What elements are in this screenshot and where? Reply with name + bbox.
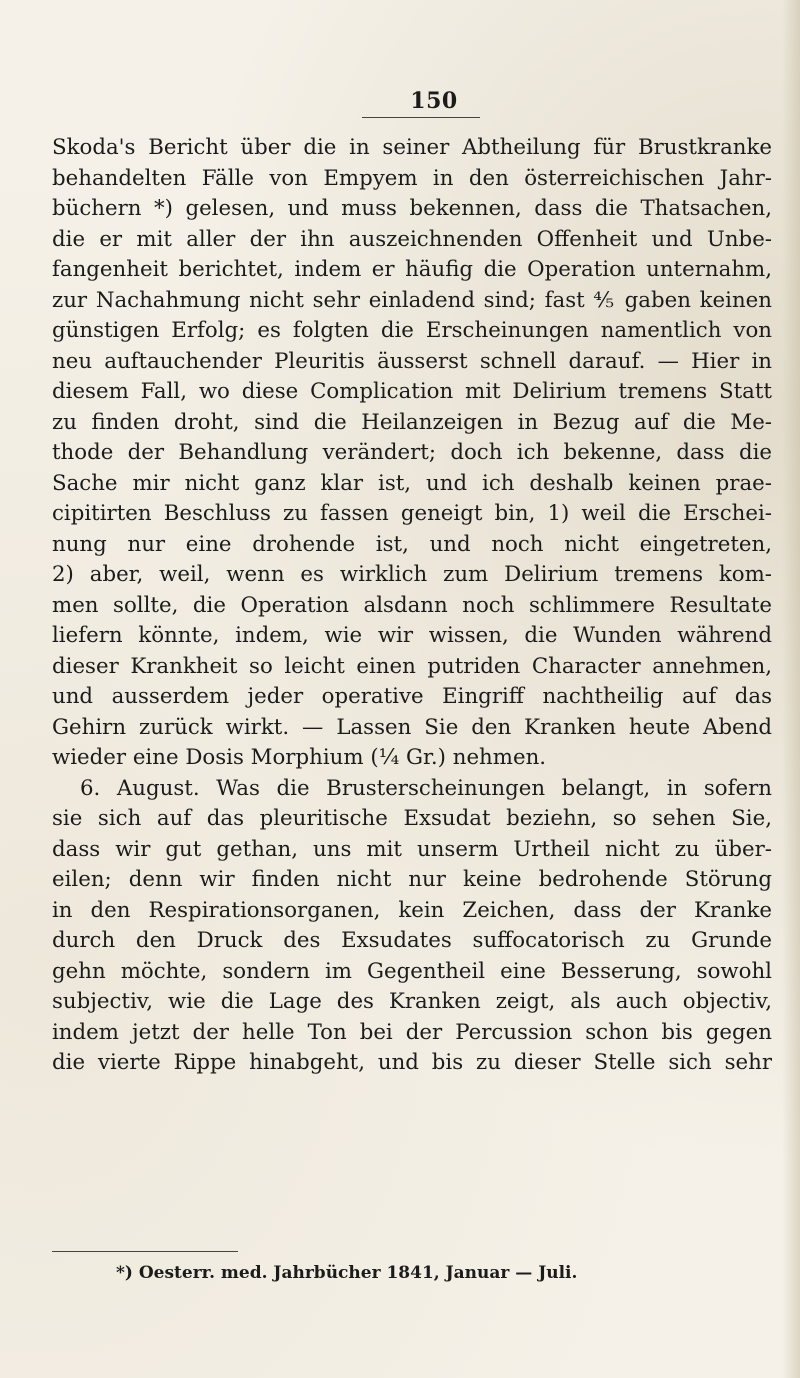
text-line: sie sich auf das pleuritische Exsudat beziehn, so sehen Sie,: [52, 806, 772, 831]
text-line: die vierte Rippe hinabgeht, und bis zu dieser Stelle sich sehr: [52, 1050, 772, 1075]
text-line: büchern *) gelesen, und muss bekennen, dass die Thatsachen,: [52, 196, 772, 221]
text-line: fangenheit berichtet, indem er häufig die Operation unternahm,: [52, 257, 772, 282]
text-line: eilen; denn wir finden nicht nur keine bedrohende Störung: [52, 867, 772, 892]
text-line: nung nur eine drohende ist, und noch nicht eingetreten,: [52, 531, 772, 557]
text-line: neu auftauchender Pleuritis äusserst schnell darauf. — Hier in: [52, 348, 772, 374]
text-line: liefern könnte, indem, wie wir wissen, die Wunden während: [52, 623, 772, 648]
text-line: dieser Krankheit so leicht einen putriden Character annehmen,: [52, 653, 772, 679]
footnote: *) Oesterr. med. Jahrbücher 1841, Januar — Juli.: [116, 1263, 578, 1283]
text-line: thode der Behandlung verändert; doch ich bekenne, dass die: [52, 440, 772, 465]
text-line: Sache mir nicht ganz klar ist, und ich deshalb keinen prae-: [52, 470, 772, 496]
text-line: und ausserdem jeder operative Eingriff nachtheilig auf das: [52, 684, 772, 709]
text-line: subjectiv, wie die Lage des Kranken zeigt, als auch objectiv,: [52, 989, 772, 1014]
footnote-rule: [52, 1251, 238, 1252]
text-line: günstigen Erfolg; es folgten die Erscheinungen namentlich von: [52, 318, 772, 343]
text-line: dass wir gut gethan, uns mit unserm Urtheil nicht zu über-: [52, 836, 772, 862]
header-rule: [362, 117, 480, 118]
text-line: gehn möchte, sondern im Gegentheil eine Besserung, sowohl: [52, 958, 772, 984]
text-line: zu finden droht, sind die Heilanzeigen in Bezug auf die Me-: [52, 409, 772, 435]
text-line: 2) aber, weil, wenn es wirklich zum Delirium tremens kom-: [52, 562, 772, 587]
body-text: [52, 133, 772, 1079]
text-line: durch den Druck des Exsudates suffocatorisch zu Grunde: [52, 928, 772, 953]
text-line: diesem Fall, wo diese Complication mit Delirium tremens Statt: [52, 379, 772, 404]
text-line: wieder eine Dosis Morphium (¼ Gr.) nehmen.: [52, 745, 547, 770]
text-line: Skoda's Bericht über die in seiner Abtheilung für Brustkranke: [52, 135, 772, 160]
page-edge-shadow: [782, 0, 800, 1378]
page-number: 150: [410, 88, 458, 114]
text-line: behandelten Fälle von Empyem in den österreichischen Jahr-: [52, 165, 772, 191]
text-line: 6. August. Was die Brusterscheinungen belangt, in sofern: [80, 775, 772, 801]
text-line: in den Respirationsorganen, kein Zeichen, dass der Kranke: [52, 897, 772, 923]
text-line: cipitirten Beschluss zu fassen geneigt bin, 1) weil die Erschei-: [52, 501, 772, 526]
text-line: zur Nachahmung nicht sehr einladend sind; fast ⅘ gaben keinen: [52, 287, 772, 313]
text-line: die er mit aller der ihn auszeichnenden Offenheit und Unbe-: [52, 226, 772, 252]
text-line: indem jetzt der helle Ton bei der Percussion schon bis gegen: [52, 1019, 772, 1045]
text-line: Gehirn zurück wirkt. — Lassen Sie den Kranken heute Abend: [52, 714, 772, 740]
text-line: men sollte, die Operation alsdann noch schlimmere Resultate: [52, 592, 772, 618]
